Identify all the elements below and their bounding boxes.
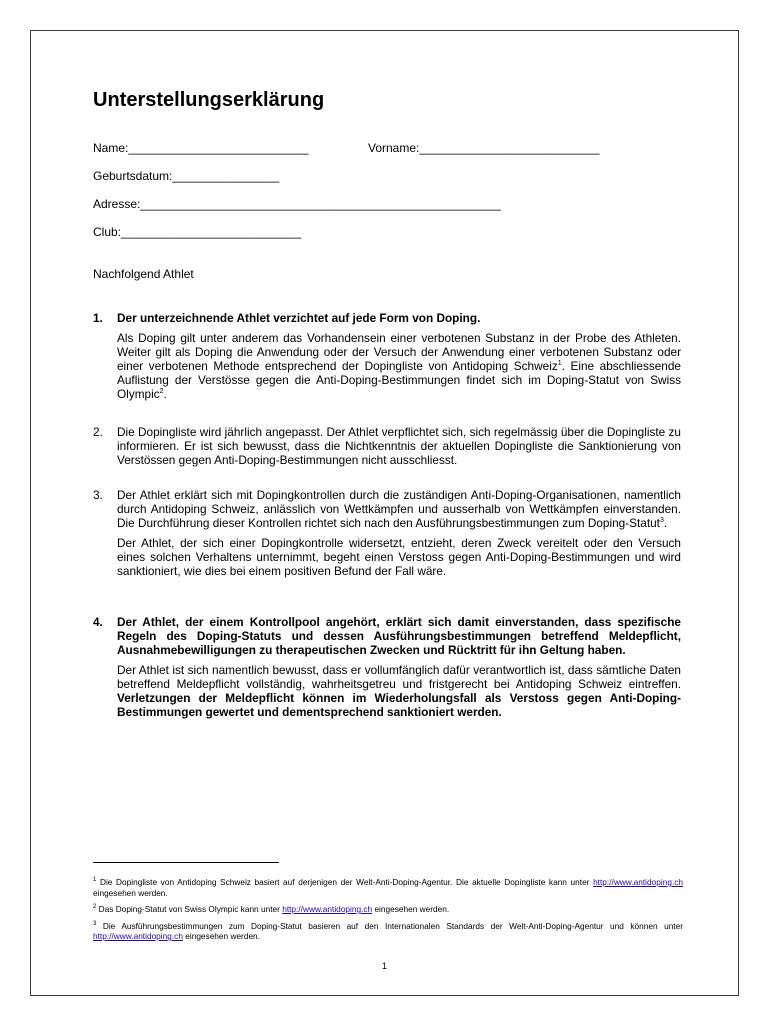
section-3 bbox=[93, 488, 681, 578]
page-number: 1 bbox=[381, 961, 387, 971]
section-paragraph: Der Athlet erklärt sich mit Dopingkontrollen durch die zuständigen Anti-Doping-Organisationen, namentlich durch Antidoping Schweiz, anlässlich von Wettkämpfen und ausserhalb von Wettkämpfen einverstanden. Die Durchführung dieser Kontrollen richtet sich nach den Ausführungsbestimmungen zum Doping-Statut$^3$. bbox=[117, 488, 681, 530]
footnote-divider bbox=[93, 862, 279, 863]
section-4 bbox=[93, 615, 681, 719]
club-field[interactable]: Club:___________________________ bbox=[93, 225, 302, 239]
section-number: 3. bbox=[93, 488, 103, 502]
document-page bbox=[30, 30, 739, 996]
section-heading: Der unterzeichnende Athlet verzichtet auf jede Form von Doping. bbox=[117, 311, 481, 325]
section-paragraph: Der Athlet, der sich einer Dopingkontrolle widersetzt, entzieht, deren Zweck vereitelt oder den Versuch eines solchen Verhaltens unternimmt, begeht einen Verstoss gegen Anti-Doping-Bestimmungen und wird sanktioniert, wie dies bei einem positiven Befund der Fall wäre. bbox=[117, 536, 681, 578]
antidoping-link[interactable]: http://www.antidoping.ch bbox=[93, 931, 183, 941]
section-2 bbox=[93, 425, 681, 467]
section-1 bbox=[93, 311, 681, 401]
section-paragraph: Als Doping gilt unter anderem das Vorhandensein einer verbotenen Substanz in der Probe des Athleten. Weiter gilt als Doping die Anwendung oder der Versuch der Anwendung einer verbotenen Substanz oder einer verbotenen Methode entsprechend der Dopingliste von Antidoping Schweiz$^1$. Eine abschliessende Auflistung der Verstösse gegen die Anti-Doping-Bestimmungen findet sich im Doping-Statut von Swiss Olympic$^2$. bbox=[117, 331, 681, 401]
geburtsdatum-field[interactable]: Geburtsdatum:________________ bbox=[93, 169, 280, 183]
footnote-1: $^1$ Die Dopingliste von Antidoping Schweiz basiert auf derjenigen der Welt-Anti-Doping-Agentur. Die aktuelle Dopingliste kann unter http://www.antidoping.ch eingesehen werden. bbox=[93, 877, 683, 898]
footnote-3: $^3$ Die Ausführungsbestimmungen zum Doping-Statut basieren auf den Internationalen Standards der Welt-Anti-Doping-Agentur und können unter http://www.antidoping.ch eingesehen werden. bbox=[93, 920, 683, 941]
name-field[interactable]: Name:___________________________ bbox=[93, 141, 309, 155]
intro-text: Nachfolgend Athlet bbox=[93, 267, 194, 281]
section-paragraph: Die Dopingliste wird jährlich angepasst. Der Athlet verpflichtet sich, sich regelmässig über die Dopingliste zu informieren. Er ist sich bewusst, dass die Nichtkenntnis der aktuellen Dopingliste die Sanktionierung von Verstössen gegen Anti-Doping-Bestimmungen nicht ausschliesst. bbox=[117, 425, 681, 467]
section-number: 2. bbox=[93, 425, 103, 439]
section-paragraph: Der Athlet ist sich namentlich bewusst, dass er vollumfänglich dafür verantwortlich ist, dass sämtliche Daten betreffend Meldepflicht vollständig, wahrheitsgetreu und fristgerecht bei Antidoping Schweiz eintreffen. Verletzungen der Meldepflicht können im Wiederholungsfall als Verstoss gegen Anti-Doping-Bestimmungen gewertet und dementsprechend sanktioniert werden. bbox=[117, 663, 681, 719]
footnote-ref: 2 bbox=[159, 388, 164, 396]
footnote-ref: 1 bbox=[557, 360, 562, 368]
footnote-2: $^2$ Das Doping-Statut von Swiss Olympic kann unter http://www.antidoping.ch eingesehen werden. bbox=[93, 904, 450, 914]
vorname-field[interactable]: Vorname:___________________________ bbox=[368, 141, 600, 155]
adresse-field[interactable]: Adresse:______________________________________________________ bbox=[93, 197, 501, 211]
section-number: 1. bbox=[93, 311, 103, 325]
section-number: 4. bbox=[93, 615, 103, 629]
section-heading: Der Athlet, der einem Kontrollpool angehört, erklärt sich damit einverstanden, dass spezifische Regeln des Doping-Statuts und dessen Ausführungsbestimmungen betreffend Meldepflicht, Ausnahmebewilligungen zu therapeutischen Zwecken und Rücktritt für ihn Geltung haben. bbox=[117, 615, 681, 657]
footnotes bbox=[93, 877, 683, 948]
antidoping-link[interactable]: http://www.antidoping.ch bbox=[593, 877, 683, 887]
section-bold-text: Verletzungen der Meldepflicht können im Wiederholungsfall als Verstoss gegen Anti-Doping-Bestimmungen gewertet und dementsprechend sanktioniert werden. bbox=[117, 691, 681, 719]
footnote-ref: 3 bbox=[659, 517, 664, 525]
antidoping-link[interactable]: http://www.antidoping.ch bbox=[282, 904, 373, 914]
page-title: Unterstellungserklärung bbox=[93, 89, 325, 111]
